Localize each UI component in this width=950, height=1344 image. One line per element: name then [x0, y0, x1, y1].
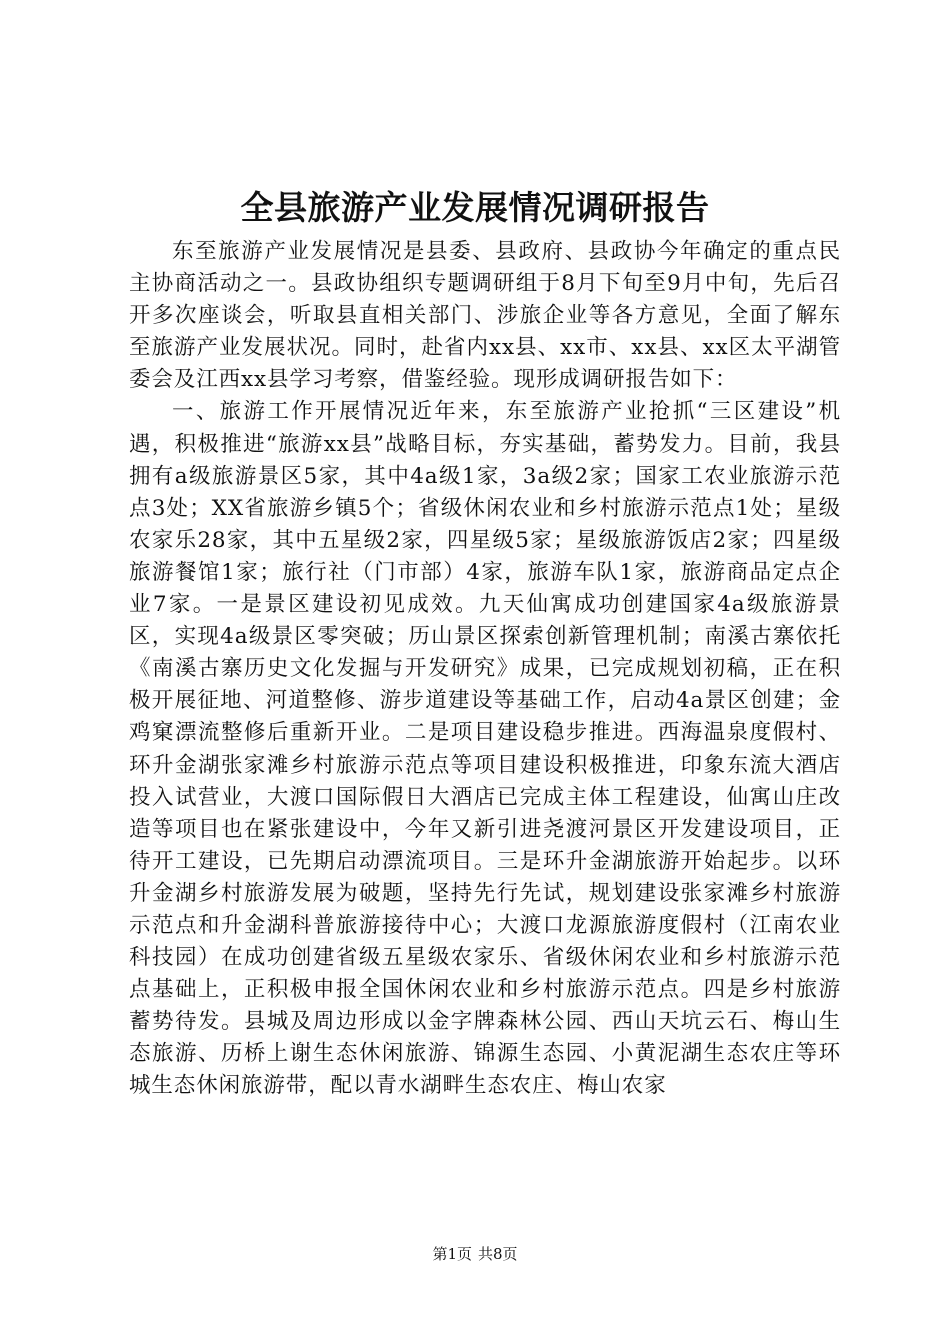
document-title: 全县旅游产业发展情况调研报告: [240, 188, 710, 227]
page-footer: [0, 1244, 950, 1264]
page-number-current: 第1页: [432, 1245, 472, 1263]
body-paragraph-section-1: 一、旅游工作开展情况近年来，东至旅游产业抢抓“三区建设”机遇，积极推进“旅游xx县”战略目标，夯实基础，蓄势发力。目前，我县拥有a级旅游景区5家，其中4a级1家，3a级2家；国家工农业旅游示范点3处；XX省旅游乡镇5个；省级休闲农业和乡村旅游示范点1处；星级农家乐28家，其中五星级2家，四星级5家；星级旅游饭店2家；四星级旅游餐馆1家；旅行社（门市部）4家，旅游车队1家，旅游商品定点企业7家。一是景区建设初见成效。九天仙寓成功创建国家4a级旅游景区，实现4a级景区零突破；历山景区探索创新管理机制；南溪古寨依托《南溪古寨历史文化发掘与开发研究》成果，已完成规划初稿，正在积极开展征地、河道整修、游步道建设等基础工作，启动4a景区创建；金鸡窠漂流整修后重新开业。二是项目建设稳步推进。西海温泉度假村、环升金湖张家滩乡村旅游示范点等项目建设积极推进，印象东流大酒店投入试营业，大渡口国际假日大酒店已完成主体工程建设，仙寓山庄改造等项目也在紧张建设中，今年又新引进尧渡河景区开发建设项目，正待开工建设，已先期启动漂流项目。三是环升金湖旅游开始起步。以环升金湖乡村旅游发展为破题，坚持先行先试，规划建设张家滩乡村旅游示范点和升金湖科普旅游接待中心；大渡口龙源旅游度假村（江南农业科技园）在成功创建省级五星级农家乐、省级休闲农业和乡村旅游示范点基础上，正积极申报全国休闲农业和乡村旅游示范点。四是乡村旅游蓄势待发。县城及周边形成以金字牌森林公园、西山天坑云石、梅山生态旅游、历桥上谢生态休闲旅游、锦源生态园、小黄泥湖生态农庄等环城生态休闲旅游带，配以青水湖畔生态农庄、梅山农家: [129, 399, 841, 1099]
document-body: [129, 236, 841, 1103]
page-number-total: 共8页: [478, 1245, 518, 1263]
body-paragraph-intro: 东至旅游产业发展情况是县委、县政府、县政协今年确定的重点民主协商活动之一。县政协组织专题调研组于8月下旬至9月中旬，先后召开多次座谈会，听取县直相关部门、涉旅企业等各方意见，全面了解东至旅游产业发展状况。同时，赴省内xx县、xx市、xx县、xx区太平湖管委会及江西xx县学习考察，借鉴经验。现形成调研报告如下：: [129, 239, 841, 393]
